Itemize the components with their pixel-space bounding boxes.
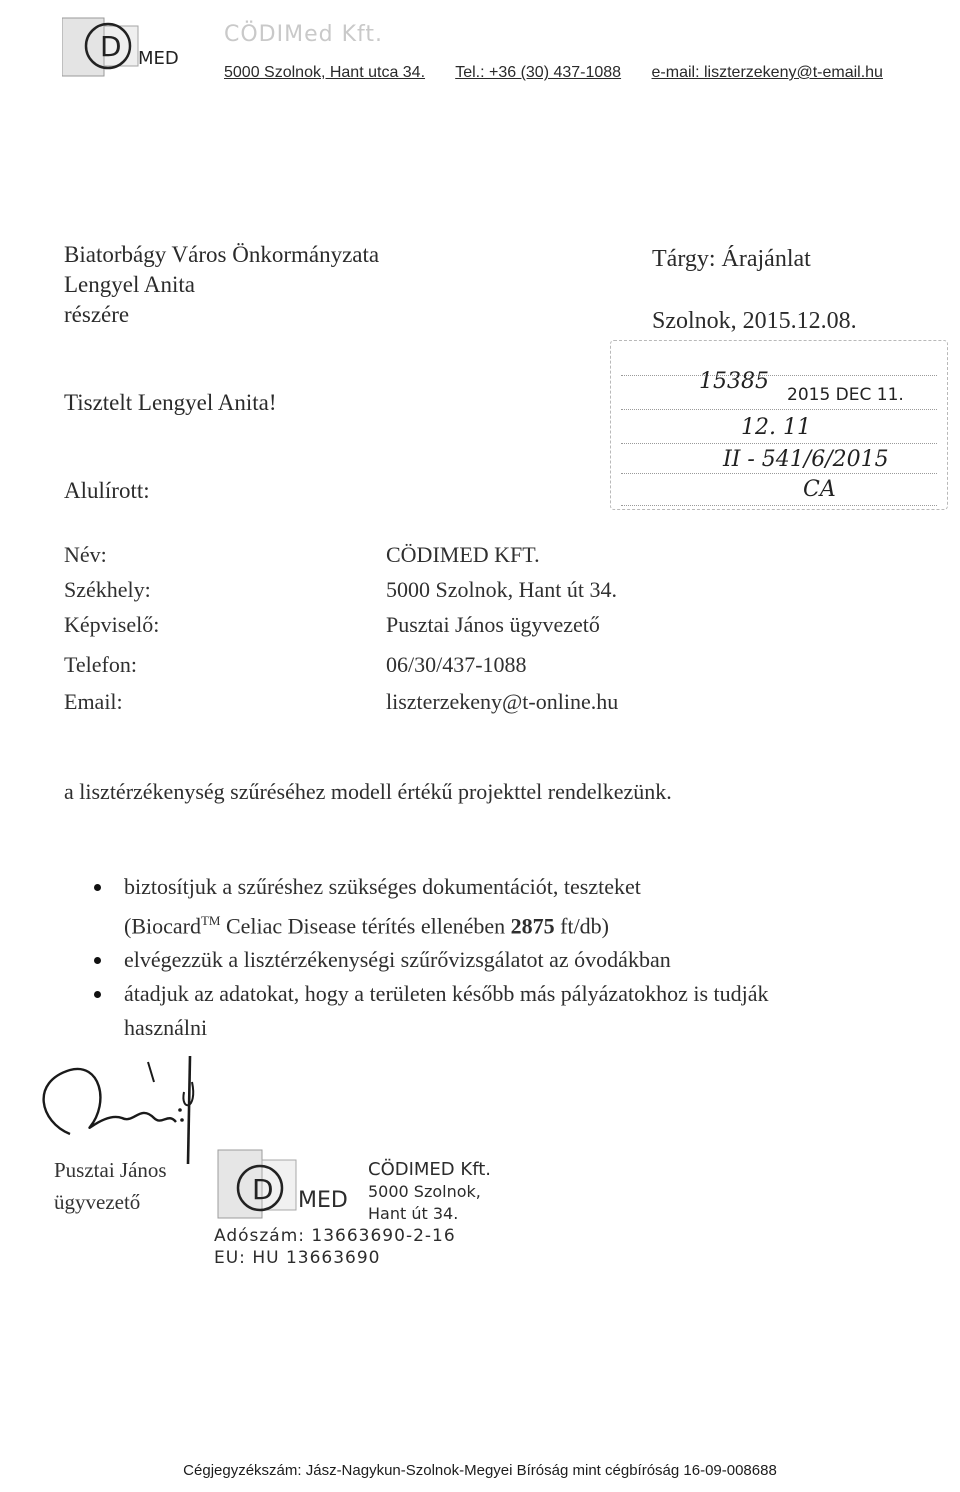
- header-address: 5000 Szolnok, Hant utca 34.: [224, 64, 426, 81]
- detail-value-name: CÖDIMED KFT.: [386, 542, 540, 567]
- detail-value-seat: 5000 Szolnok, Hant út 34.: [386, 577, 617, 602]
- undersigned-label: Alulírott:: [64, 478, 150, 503]
- bullet-1-biocard: (Biocard: [124, 913, 201, 939]
- bullet-1-price: 2875: [510, 913, 555, 939]
- detail-value-phone: 06/30/437-1088: [386, 652, 527, 677]
- bullet-list: [124, 870, 944, 1045]
- stamp-header-row: [621, 347, 937, 376]
- bullet-1-line-2: [124, 904, 944, 943]
- stamp-deadline: 12. 11: [741, 415, 811, 440]
- bullet-3-line-2: használni: [124, 1015, 208, 1041]
- greeting: Tisztelt Lengyel Anita!: [64, 390, 277, 415]
- place-date: Szolnok, 2015.12.08.: [652, 308, 857, 334]
- svg-text:D: D: [252, 1173, 274, 1206]
- company-stamp-tax-number: Adószám: 13663690-2-16: [214, 1226, 456, 1246]
- bullet-2-line-1: elvégezzük a lisztérzékenységi szűrővizsgálatot az óvodákban: [124, 947, 671, 973]
- bullet-item: [124, 943, 944, 977]
- company-stamp-address-2: Hant út 34.: [368, 1204, 459, 1223]
- company-stamp-logo-text: MED: [298, 1188, 348, 1213]
- detail-value-email: liszterzekeny@t-online.hu: [386, 689, 619, 714]
- registry-stamp: [610, 340, 948, 510]
- stamp-row-handler: [621, 477, 937, 506]
- detail-label-seat: Székhely:: [64, 577, 151, 602]
- stamp-received-date: 2015 DEC 11.: [787, 385, 904, 405]
- bullet-1-unit: ft/db): [554, 913, 610, 939]
- trademark-sup: TM: [200, 913, 221, 928]
- signatory-title: ügyvezető: [54, 1190, 141, 1214]
- handwritten-signature: [30, 1052, 210, 1172]
- bullet-1-mid: Celiac Disease térítés ellenében: [220, 913, 511, 939]
- company-stamp-name: CÖDIMED Kft.: [368, 1159, 491, 1180]
- recipient-line-1: Biatorbágy Város Önkormányzata: [64, 242, 380, 267]
- company-stamp-address-1: 5000 Szolnok,: [368, 1182, 481, 1201]
- company-name: CÖDIMed Kft.: [224, 22, 383, 47]
- detail-label-phone: Telefon:: [64, 652, 137, 677]
- bullet-item: [124, 870, 944, 943]
- subject: Tárgy: Árajánlat: [652, 246, 811, 272]
- stamp-file-number: II - 541/6/2015: [723, 447, 889, 472]
- detail-label-representative: Képviselő:: [64, 612, 160, 637]
- bullet-3-line-1: átadjuk az adatokat, hogy a területen később más pályázatokhoz is tudják: [124, 981, 769, 1007]
- header-contact-line: [224, 64, 883, 82]
- detail-label-email: Email:: [64, 689, 123, 714]
- footer-registration: Cégjegyzékszám: Jász-Nagykun-Szolnok-Megyei Bíróság mint cégbíróság 16-09-008688: [183, 1462, 777, 1479]
- detail-label-name: Név:: [64, 542, 107, 567]
- recipient-line-2: Lengyel Anita: [64, 272, 195, 297]
- svg-text:MED: MED: [138, 48, 179, 69]
- header-phone: Tel.: +36 (30) 437-1088: [455, 64, 622, 81]
- stamp-handler: CA: [803, 477, 836, 502]
- bullet-item: [124, 977, 944, 1045]
- header-email: e-mail: liszterzekeny@t-email.hu: [651, 64, 883, 81]
- company-stamp-eu-number: EU: HU 13663690: [214, 1248, 381, 1268]
- bullet-1-line-1: biztosítjuk a szűréshez szükséges dokumentációt, teszteket: [124, 874, 641, 899]
- company-logo: [62, 12, 212, 82]
- stamp-number: 15385: [699, 369, 769, 394]
- detail-value-representative: Pusztai János ügyvezető: [386, 612, 600, 637]
- svg-text:D: D: [100, 30, 122, 63]
- recipient-line-3: részére: [64, 302, 130, 327]
- signatory-name: Pusztai János: [54, 1158, 167, 1182]
- statement: a lisztérzékenység szűréséhez modell értékű projekttel rendelkezünk.: [64, 779, 672, 804]
